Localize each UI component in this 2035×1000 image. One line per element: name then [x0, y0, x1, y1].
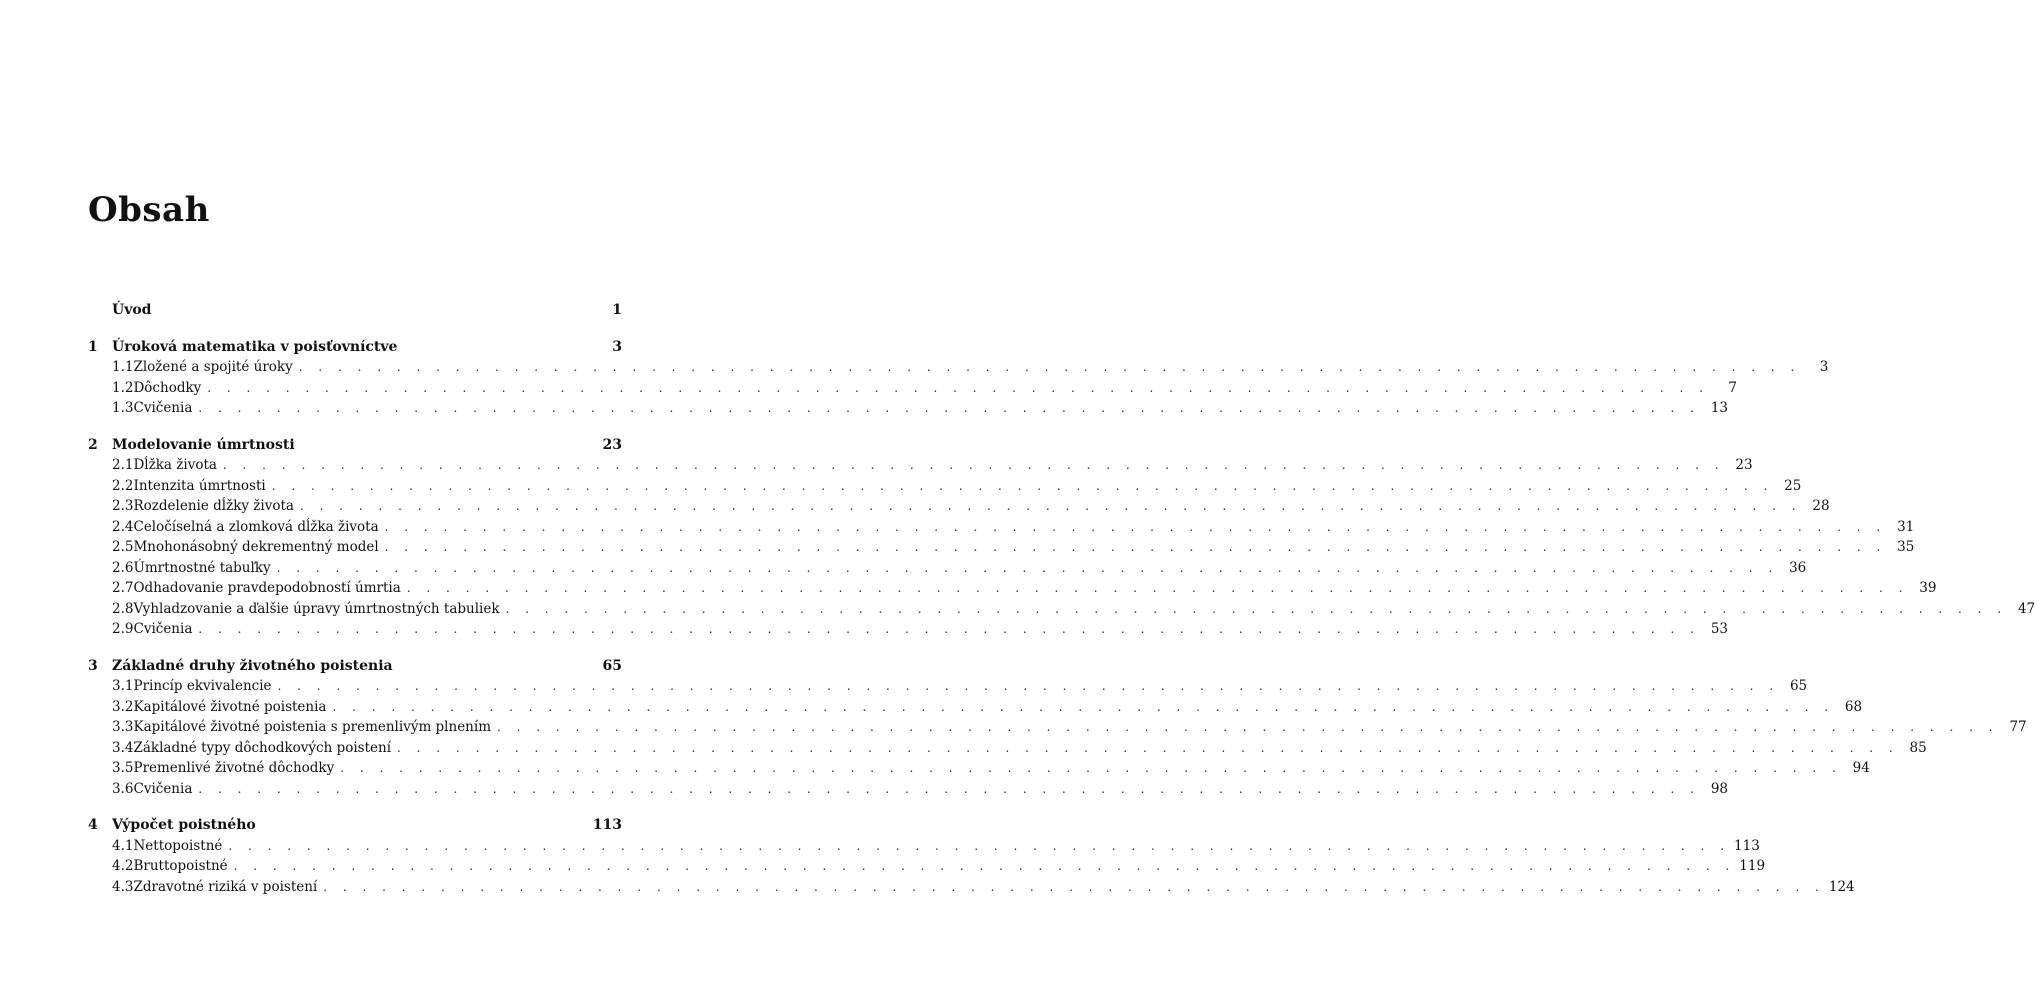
section-number: 1.1	[112, 359, 134, 375]
section-title: Bruttopoistné	[133, 858, 228, 874]
dot-leader	[497, 717, 1999, 738]
section-title: Rozdelenie dĺžky života	[133, 498, 294, 514]
section-number: 2.3	[112, 498, 134, 514]
page-title: Obsah	[88, 190, 210, 230]
toc-section[interactable]	[88, 578, 1937, 599]
toc-section[interactable]	[88, 836, 1760, 857]
section-title: Premenlivé životné dôchodky	[133, 760, 335, 776]
toc-section[interactable]	[88, 378, 1737, 399]
dot-leader	[340, 758, 1842, 779]
toc-section[interactable]	[88, 398, 1728, 419]
dot-leader	[397, 738, 1899, 759]
dot-leader	[234, 856, 1736, 877]
dot-leader	[272, 476, 1774, 497]
toc-section[interactable]	[88, 676, 1808, 697]
toc-section[interactable]	[88, 856, 1766, 877]
section-title: Intenzita úmrtnosti	[133, 477, 266, 494]
dot-leader	[385, 517, 1887, 538]
section-number: 2.9	[112, 621, 134, 637]
chapter-page-number: 23	[602, 436, 622, 453]
chapter-title: Úvod	[112, 302, 152, 318]
toc-section[interactable]	[88, 455, 1753, 476]
section-page-number: 35	[1897, 539, 1915, 555]
chapter-number: 2	[88, 436, 98, 453]
toc-chapter[interactable]	[88, 656, 622, 677]
toc-chapter[interactable]	[88, 300, 622, 321]
toc-section[interactable]	[88, 779, 1728, 800]
chapter-page-number: 1	[612, 302, 622, 318]
chapter-number: 4	[88, 817, 98, 833]
section-number: 2.6	[112, 559, 134, 576]
section-page-number: 28	[1812, 498, 1830, 514]
toc-section[interactable]	[88, 476, 1802, 497]
table-of-contents	[88, 300, 2035, 897]
section-page-number: 85	[1909, 739, 1927, 756]
section-number: 2.5	[112, 539, 134, 555]
section-page-number: 23	[1735, 457, 1753, 473]
dot-leader	[228, 836, 1730, 857]
dot-leader	[198, 779, 1700, 800]
dot-leader	[407, 578, 1909, 599]
section-number: 3.1	[112, 678, 134, 694]
section-title: Kapitálové životné poistenia s premenlivým plnením	[133, 719, 491, 735]
section-title: Vyhladzovanie a ďalšie úpravy úmrtnostných tabuliek	[133, 600, 500, 617]
toc-section[interactable]	[88, 738, 1927, 759]
section-title: Mnohonásobný dekrementný model	[133, 539, 379, 555]
section-page-number: 68	[1844, 698, 1863, 715]
section-page-number: 94	[1852, 760, 1870, 776]
section-page-number: 25	[1784, 477, 1802, 494]
section-number: 3.6	[112, 780, 134, 797]
toc-section[interactable]	[88, 517, 1915, 538]
dot-leader	[299, 357, 1801, 378]
dot-leader	[277, 558, 1779, 579]
chapter-number: 1	[88, 338, 98, 355]
chapter-page-number: 65	[602, 657, 622, 674]
section-title: Celočíselná a zlomková dĺžka života	[133, 518, 379, 535]
section-number: 4.1	[112, 837, 134, 854]
section-page-number: 53	[1710, 621, 1728, 637]
section-page-number: 98	[1710, 780, 1728, 797]
toc-section[interactable]	[88, 496, 1830, 517]
dot-leader	[506, 599, 2008, 620]
section-number: 1.3	[112, 400, 134, 416]
chapter-title: Úroková matematika v poisťovníctve	[112, 338, 398, 355]
section-number: 2.8	[112, 600, 134, 617]
section-page-number: 119	[1739, 858, 1766, 874]
chapter-title: Modelovanie úmrtnosti	[112, 436, 295, 453]
toc-section[interactable]	[88, 697, 1863, 718]
section-number: 3.5	[112, 760, 134, 776]
dot-leader	[198, 398, 1700, 419]
section-number: 2.1	[112, 457, 134, 473]
section-title: Kapitálové životné poistenia	[133, 698, 327, 715]
section-title: Dôchodky	[133, 379, 202, 396]
chapter-number: 3	[88, 657, 98, 674]
section-page-number: 65	[1789, 678, 1808, 694]
section-page-number: 13	[1710, 400, 1728, 416]
toc-chapter[interactable]	[88, 815, 622, 836]
section-page-number: 3	[1819, 359, 1829, 375]
toc-section[interactable]	[88, 717, 2027, 738]
section-title: Úmrtnostné tabuľky	[133, 559, 271, 576]
section-title: Nettopoistné	[133, 837, 223, 854]
section-page-number: 77	[2009, 719, 2027, 735]
toc-section[interactable]	[88, 877, 1855, 898]
section-page-number: 47	[2017, 600, 2035, 617]
toc-chapter[interactable]	[88, 337, 622, 358]
section-number: 4.3	[112, 878, 134, 895]
section-number: 2.4	[112, 518, 134, 535]
dot-leader	[300, 496, 1802, 517]
toc-section[interactable]	[88, 558, 1807, 579]
toc-chapter[interactable]	[88, 435, 622, 456]
section-title: Zložené a spojité úroky	[133, 359, 293, 375]
section-number: 4.2	[112, 858, 134, 874]
section-page-number: 31	[1897, 518, 1915, 535]
toc-section[interactable]	[88, 357, 1829, 378]
section-page-number: 124	[1828, 878, 1855, 895]
toc-section[interactable]	[88, 619, 1728, 640]
section-number: 2.7	[112, 580, 134, 596]
section-title: Zdravotné riziká v poistení	[133, 878, 318, 895]
toc-section[interactable]	[88, 599, 2035, 620]
section-title: Princíp ekvivalencie	[133, 678, 272, 694]
section-page-number: 36	[1789, 559, 1807, 576]
toc-section[interactable]	[88, 537, 1915, 558]
chapter-title: Výpočet poistného	[112, 817, 256, 833]
section-title: Odhadovanie pravdepodobností úmrtia	[133, 580, 401, 596]
section-title: Cvičenia	[133, 780, 193, 797]
section-title: Cvičenia	[133, 621, 193, 637]
dot-leader	[207, 378, 1709, 399]
section-title: Cvičenia	[133, 400, 193, 416]
dot-leader	[198, 619, 1700, 640]
section-number: 2.2	[112, 477, 134, 494]
section-page-number: 113	[1734, 837, 1760, 854]
dot-leader	[323, 877, 1825, 898]
section-page-number: 39	[1919, 580, 1937, 596]
toc-section[interactable]	[88, 758, 1870, 779]
section-number: 3.2	[112, 698, 134, 715]
section-number: 3.4	[112, 739, 134, 756]
dot-leader	[385, 537, 1887, 558]
dot-leader	[278, 676, 1780, 697]
dot-leader	[332, 697, 1834, 718]
section-page-number: 7	[1728, 379, 1737, 396]
section-number: 1.2	[112, 379, 134, 396]
chapter-page-number: 113	[592, 817, 622, 833]
section-number: 3.3	[112, 719, 134, 735]
section-title: Dĺžka života	[133, 457, 217, 473]
dot-leader	[223, 455, 1725, 476]
chapter-title: Základné druhy životného poistenia	[112, 657, 393, 674]
chapter-page-number: 3	[612, 338, 622, 355]
section-title: Základné typy dôchodkových poistení	[133, 739, 392, 756]
